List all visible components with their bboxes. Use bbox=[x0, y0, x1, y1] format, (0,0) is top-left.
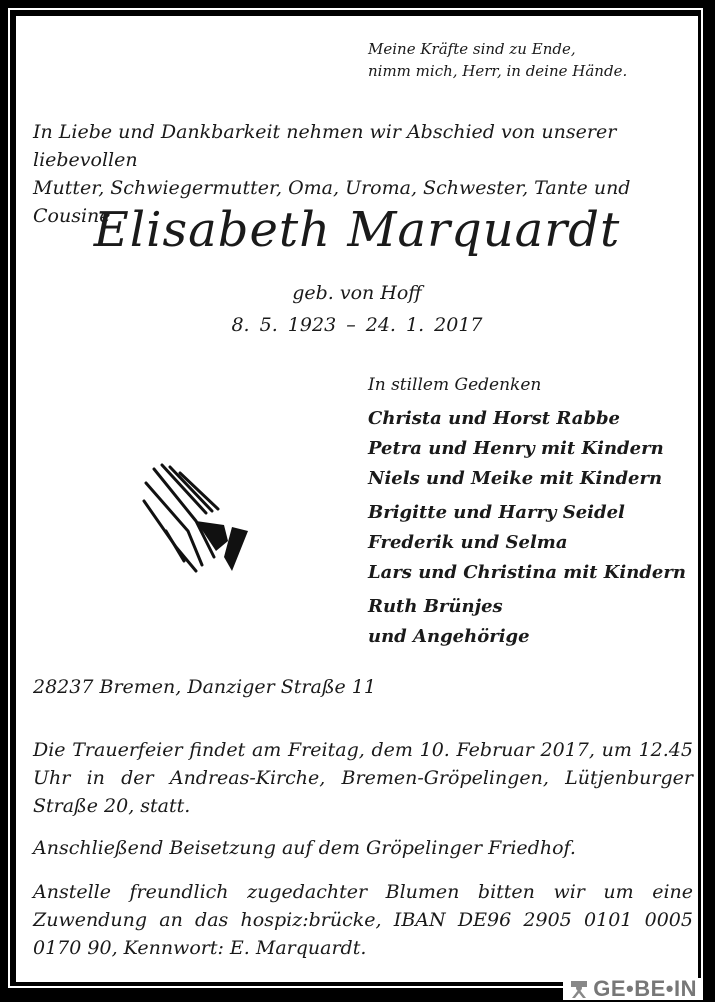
mourners-list bbox=[368, 372, 686, 656]
mourner-line: Niels und Meike mit Kindern bbox=[368, 468, 663, 489]
mourner-group bbox=[368, 498, 686, 588]
mourner-group bbox=[368, 404, 686, 494]
mourner-line: Ruth Brünjes bbox=[368, 596, 503, 617]
family-address: 28237 Bremen, Danziger Straße 11 bbox=[33, 676, 376, 698]
praying-hands-icon bbox=[136, 461, 252, 579]
maiden-name: geb. von Hoff bbox=[292, 282, 422, 304]
mourner-line: Brigitte und Harry Seidel bbox=[368, 502, 625, 523]
life-dates: 8. 5. 1923 – 24. 1. 2017 bbox=[231, 314, 483, 336]
funeral-service-info: Die Trauerfeier findet am Freitag, dem 10. Februar 2017, um 12.45 Uhr in der Andreas-Kirche, Bremen-Gröpelingen, Lütjenburger Straße 20, statt. bbox=[33, 739, 693, 817]
logo-figure-icon bbox=[569, 979, 589, 999]
intro-line: Mutter, Schwiegermutter, Oma, Uroma, Schwester, Tante und Cousine bbox=[33, 177, 631, 227]
intro-line: In Liebe und Dankbarkeit nehmen wir Abschied von unserer liebevollen bbox=[33, 121, 617, 171]
obituary-notice bbox=[16, 16, 698, 982]
mourner-line: Lars und Christina mit Kindern bbox=[368, 562, 686, 583]
mourner-line: und Angehörige bbox=[368, 626, 530, 647]
mourner-line: Frederik und Selma bbox=[368, 532, 568, 553]
mourner-line: Christa und Horst Rabbe bbox=[368, 408, 621, 429]
mourner-line: Petra und Henry mit Kindern bbox=[368, 438, 664, 459]
motto-verse bbox=[368, 38, 627, 82]
mourners-lead: In stillem Gedenken bbox=[368, 375, 542, 395]
mourner-group bbox=[368, 592, 686, 652]
motto-line: Meine Kräfte sind zu Ende, bbox=[368, 40, 576, 58]
donation-request: Anstelle freundlich zugedachter Blumen bitten wir um eine Zuwendung an das hospiz:brücke, IBAN DE96 2905 0101 0005 0170 90, Kennwort: E. Marquardt. bbox=[33, 881, 693, 959]
motto-line: nimm mich, Herr, in deine Hände. bbox=[368, 62, 628, 80]
logo-text: GE•BE•IN bbox=[593, 976, 697, 1001]
publisher-logo bbox=[563, 978, 703, 1000]
burial-info: Anschließend Beisetzung auf dem Gröpelinger Friedhof. bbox=[33, 837, 576, 859]
deceased-name: Elisabeth Marquardt bbox=[93, 202, 621, 258]
